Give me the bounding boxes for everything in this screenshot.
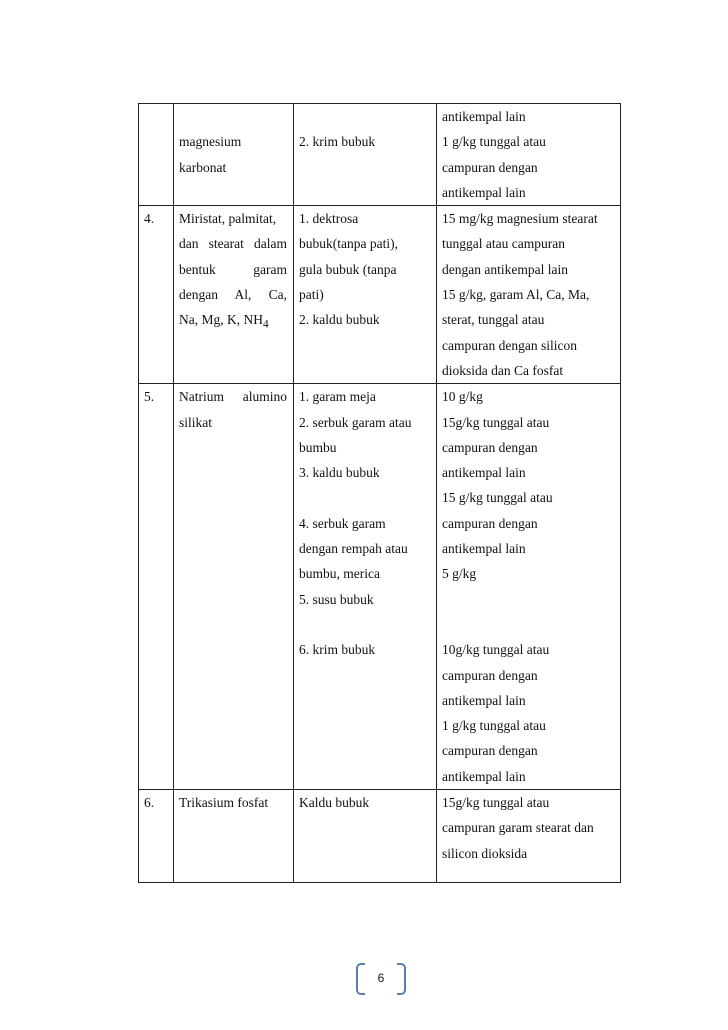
food-category-line: 2. krim bubuk [299,134,376,150]
max-limit-line: 15g/kg tunggal atau [442,414,550,430]
additive-name-line: Miristat, palmitat, [179,211,277,227]
food-category-line: Kaldu bubuk [299,795,370,811]
max-limit-line: 5 g/kg [442,566,477,582]
food-category-line: 2. kaldu bubuk [299,312,380,328]
food-category-cell [294,104,437,206]
row-number-cell: 4. [139,206,174,384]
additive-name-line: bentuk garam [179,261,287,277]
food-category-line: 4. serbuk garam [299,515,386,531]
food-category-line: dengan rempah atau [299,541,408,557]
food-category-line: pati) [299,287,324,303]
max-limit-line [442,612,620,637]
additive-name-text: Na, Mg, K, NH [179,312,263,328]
max-limit-line: antikempal lain [442,465,526,481]
max-limit-line: antikempal lain [442,692,526,708]
food-category-cell [294,384,437,790]
max-limit-line: sterat, tunggal atau [442,312,545,328]
max-limit-line: antikempal lain [442,541,526,557]
additive-name-line: Trikasium fosfat [179,795,269,811]
food-category-line: 2. serbuk garam atau [299,414,412,430]
max-limit-line: campuran dengan [442,515,538,531]
additive-name-line: silikat [179,414,212,430]
max-limit-line: campuran dengan [442,159,538,175]
max-limit-line: antikempal lain [442,184,526,200]
additive-name-cell [174,790,294,883]
max-limit-cell [437,104,621,206]
max-limit-line: campuran dengan [442,667,538,683]
max-limit-cell [437,384,621,790]
right-bracket-decoration [397,963,406,995]
additive-name-line: Natrium alumino [179,389,287,405]
additive-name-line: magnesium [179,134,242,150]
row-number-cell: 6. [139,790,174,883]
table-row [139,206,621,384]
max-limit-line: dengan antikempal lain [442,261,568,277]
food-category-line: 5. susu bubuk [299,591,374,607]
table-row-continued [139,104,621,206]
max-limit-line: antikempal lain [442,768,526,784]
subscript: 4 [263,319,269,332]
max-limit-line: campuran dengan [442,439,538,455]
max-limit-line: silicon dioksida [442,845,528,861]
row-number-cell: 5. [139,384,174,790]
food-category-line: 1. garam meja [299,389,376,405]
additive-name-cell [174,206,294,384]
max-limit-line: 1 g/kg tunggal atau [442,718,546,734]
max-limit-line: campuran dengan silicon [442,337,577,353]
food-category-cell [294,206,437,384]
row-number-cell [139,104,174,206]
food-category-line: gula bubuk (tanpa [299,261,397,277]
page-footer [356,963,406,993]
max-limit-line: dioksida dan Ca fosfat [442,362,564,378]
food-category-line: bumbu [299,439,337,455]
max-limit-line: 10 g/kg [442,389,483,405]
page-number: 6 [377,971,385,985]
additive-name-line [179,307,293,338]
food-category-line [299,612,436,637]
max-limit-line: 15 g/kg, garam Al, Ca, Ma, [442,287,590,303]
max-limit-cell [437,206,621,384]
additive-table [138,103,621,883]
additive-name-line: dengan Al, Ca, [179,287,287,303]
max-limit-cell [437,790,621,883]
food-category-line: bumbu, merica [299,566,380,582]
additive-name-cell [174,104,294,206]
additive-name-cell [174,384,294,790]
max-limit-line: tunggal atau campuran [442,236,565,252]
max-limit-line: 15g/kg tunggal atau [442,795,550,811]
food-category-cell [294,790,437,883]
max-limit-line: 15 g/kg tunggal atau [442,490,553,506]
table-row [139,790,621,883]
max-limit-line: antikempal lain [442,109,526,124]
food-category-line: 3. kaldu bubuk [299,465,380,481]
additive-name-line: dan stearat dalam [179,236,287,252]
food-category-line: bubuk(tanpa pati), [299,236,398,252]
max-limit-line [442,587,620,612]
max-limit-line: campuran garam stearat dan [442,820,594,836]
additive-name-line: karbonat [179,159,227,175]
food-category-line: 1. dektrosa [299,211,359,227]
max-limit-line: campuran dengan [442,743,538,759]
max-limit-line: 10g/kg tunggal atau [442,642,550,658]
food-category-line: 6. krim bubuk [299,642,376,658]
max-limit-line: 1 g/kg tunggal atau [442,134,546,150]
food-category-line [299,485,436,510]
max-limit-line: 15 mg/kg magnesium stearat [442,211,598,227]
table-row [139,384,621,790]
